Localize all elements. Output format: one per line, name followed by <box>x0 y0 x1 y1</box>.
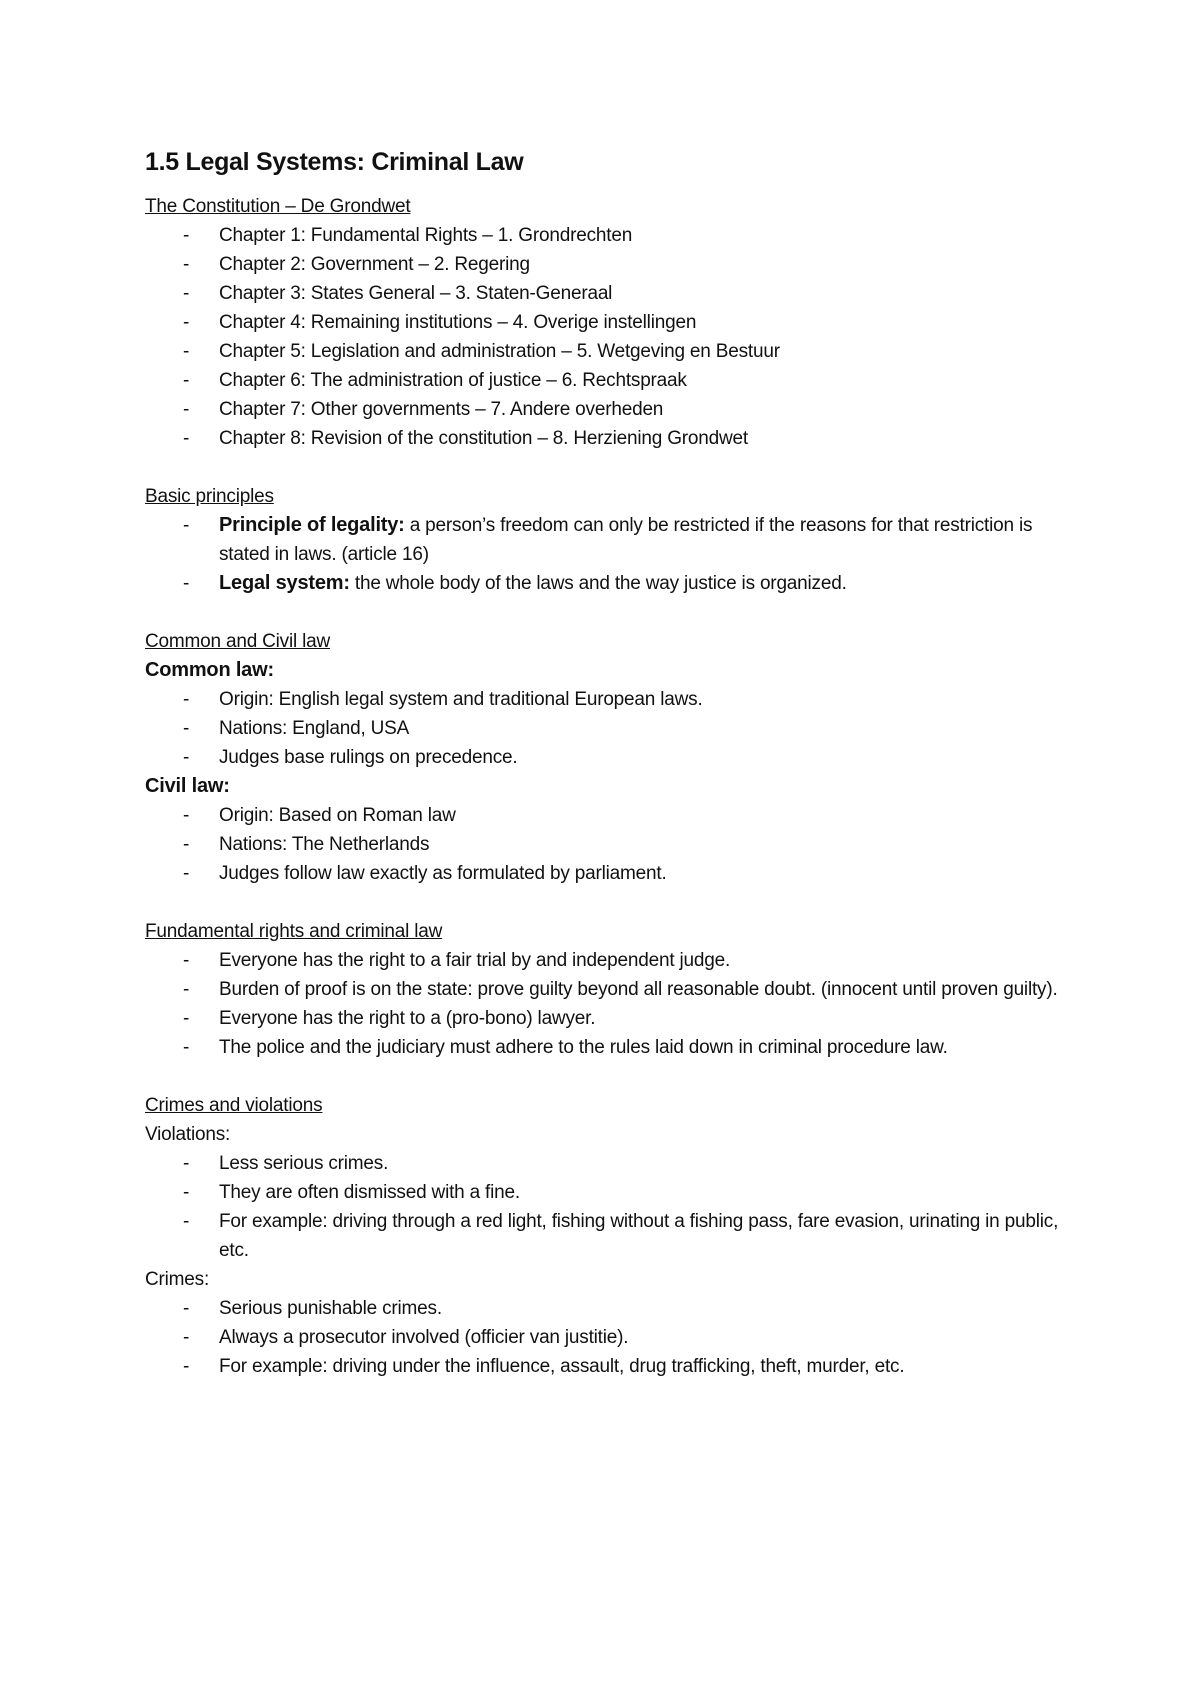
bullet-dash: - <box>183 1008 190 1029</box>
bullet-dash: - <box>183 718 190 739</box>
bullet-dash: - <box>183 834 190 855</box>
subheading-civil-law: Civil law: <box>145 775 230 797</box>
bullet-dash: - <box>183 370 190 391</box>
bullet-dash: - <box>183 1298 190 1319</box>
crimes-list <box>145 1294 1075 1381</box>
term-legal-system: Legal system: <box>219 572 350 594</box>
violations-list <box>145 1149 1075 1265</box>
list-item: - Chapter 1: Fundamental Rights – 1. Grondrechten <box>145 221 1075 250</box>
list-item: - The police and the judiciary must adhere to the rules laid down in criminal procedure law. <box>145 1033 1075 1062</box>
list-item: - Chapter 8: Revision of the constitution – 8. Herziening Grondwet <box>145 424 1075 453</box>
list-item: - Always a prosecutor involved (officier van justitie). <box>145 1323 1075 1352</box>
bullet-dash: - <box>183 1327 190 1348</box>
bullet-dash: - <box>183 428 190 449</box>
list-item: - Chapter 6: The administration of justice – 6. Rechtspraak <box>145 366 1075 395</box>
bullet-dash: - <box>183 805 190 826</box>
bullet-dash: - <box>183 1037 190 1058</box>
bullet-dash: - <box>183 979 190 1000</box>
term-principle-of-legality: Principle of legality: <box>219 514 405 536</box>
subheading-crimes: Crimes: <box>145 1269 210 1290</box>
bullet-dash: - <box>183 225 190 246</box>
bullet-dash: - <box>183 515 190 536</box>
constitution-list <box>145 221 1075 453</box>
list-item: - Burden of proof is on the state: prove guilty beyond all reasonable doubt. (innocent until proven guilty). <box>145 975 1075 1004</box>
definition-text: the whole body of the laws and the way justice is organized. <box>349 573 847 594</box>
section-heading-common-civil: Common and Civil law <box>145 631 331 652</box>
fundamental-rights-list <box>145 946 1075 1062</box>
section-heading-crimes-violations: Crimes and violations <box>145 1095 323 1116</box>
document-title: 1.5 Legal Systems: Criminal Law <box>145 148 524 176</box>
basic-principles-list <box>145 511 1075 598</box>
bullet-dash: - <box>183 312 190 333</box>
subheading-common-law: Common law: <box>145 659 274 681</box>
list-item: - Chapter 4: Remaining institutions – 4. Overige instellingen <box>145 308 1075 337</box>
bullet-dash: - <box>183 283 190 304</box>
list-item: - Everyone has the right to a (pro-bono) lawyer. <box>145 1004 1075 1033</box>
list-item: - Less serious crimes. <box>145 1149 1075 1178</box>
list-item: - Origin: English legal system and traditional European laws. <box>145 685 1075 714</box>
bullet-dash: - <box>183 254 190 275</box>
list-item: - For example: driving through a red light, fishing without a fishing pass, fare evasion, urinating in public, etc. <box>145 1207 1075 1265</box>
definition-text: a person’s freedom can only be restricted if the reasons for that restriction is stated in laws. (article 16) <box>219 515 1033 565</box>
bullet-dash: - <box>183 341 190 362</box>
list-item: - Chapter 7: Other governments – 7. Andere overheden <box>145 395 1075 424</box>
bullet-dash: - <box>183 950 190 971</box>
subheading-violations: Violations: <box>145 1124 231 1145</box>
bullet-dash: - <box>183 863 190 884</box>
list-item: - Chapter 2: Government – 2. Regering <box>145 250 1075 279</box>
list-item: - Chapter 3: States General – 3. Staten-Generaal <box>145 279 1075 308</box>
bullet-dash: - <box>183 689 190 710</box>
list-item: - For example: driving under the influence, assault, drug trafficking, theft, murder, etc. <box>145 1352 1075 1381</box>
section-heading-constitution: The Constitution – De Grondwet <box>145 196 411 217</box>
bullet-dash: - <box>183 1182 190 1203</box>
bullet-dash: - <box>183 399 190 420</box>
civil-law-list <box>145 801 1075 888</box>
list-item <box>145 511 1075 569</box>
bullet-dash: - <box>183 1153 190 1174</box>
list-item: - Origin: Based on Roman law <box>145 801 1075 830</box>
list-item: - Nations: England, USA <box>145 714 1075 743</box>
document-page <box>145 146 1075 1381</box>
bullet-dash: - <box>183 573 190 594</box>
list-item: - Nations: The Netherlands <box>145 830 1075 859</box>
section-heading-basic-principles: Basic principles <box>145 486 274 507</box>
list-item: - Judges base rulings on precedence. <box>145 743 1075 772</box>
list-item: - Judges follow law exactly as formulated by parliament. <box>145 859 1075 888</box>
list-item: - Everyone has the right to a fair trial by and independent judge. <box>145 946 1075 975</box>
bullet-dash: - <box>183 1211 190 1232</box>
section-heading-fundamental-rights: Fundamental rights and criminal law <box>145 921 443 942</box>
list-item: - They are often dismissed with a fine. <box>145 1178 1075 1207</box>
bullet-dash: - <box>183 1356 190 1377</box>
list-item: - Serious punishable crimes. <box>145 1294 1075 1323</box>
list-item: - Chapter 5: Legislation and administration – 5. Wetgeving en Bestuur <box>145 337 1075 366</box>
bullet-dash: - <box>183 747 190 768</box>
common-law-list <box>145 685 1075 772</box>
list-item <box>145 569 1075 598</box>
